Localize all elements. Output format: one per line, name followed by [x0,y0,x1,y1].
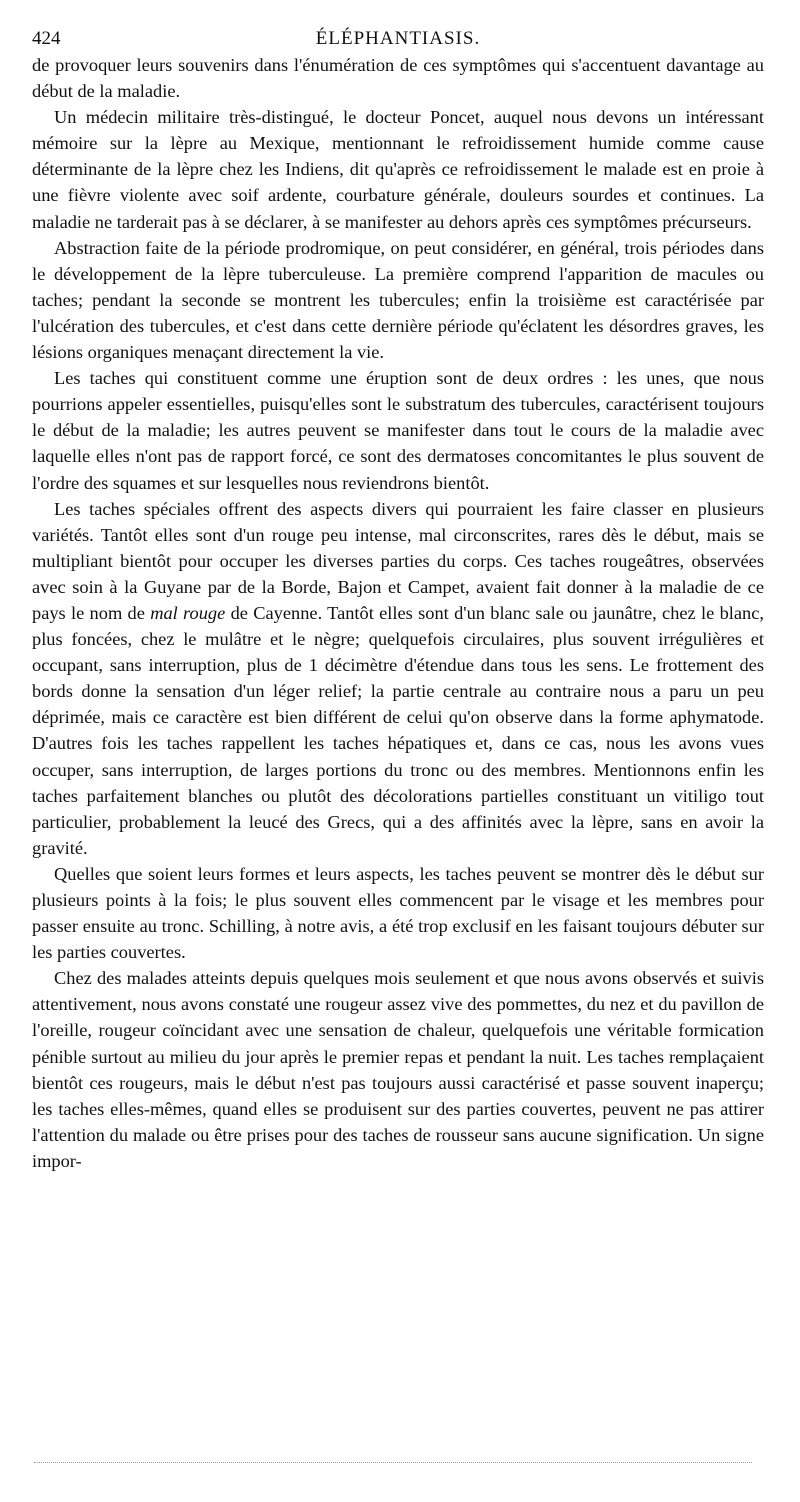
paragraph-forms-aspects: Quelles que soient leurs formes et leurs aspects, les taches peuvent se montrer dès le début sur plusieurs points à la fois; le plus souvent elles commencent par le visage et les membres pour passer ensuite au tronc. Schilling, à notre avis, a été trop exclusif en les faisant toujours débuter sur les parties couvertes. [32,863,764,963]
bottom-dotted-rule [34,1462,752,1463]
running-header [32,26,764,52]
paragraph-text-after-italic: de Cayenne. Tantôt elles sont d'un blanc sale ou jaunâtre, chez le blanc, plus foncées, chez le mulâtre et le nègre; quelquefois circulaires, plus souvent irrégulières et occupant, sans interruption, plus de 1 décimètre d'étendue dans tous les sens. Le frottement des bords donne la sensation d'un léger relief; la partie centrale au contraire nous a paru un peu déprimée, mais ce caractère est bien différent de celui qu'on observe dans la forme aphymatode. D'autres fois les taches rappellent les taches hépatiques et, dans ce cas, nous les avons vues occuper, sans interruption, de larges portions du tronc ou des membres. Mentionnons enfin les taches parfaitement blanches ou plutôt des décolorations partielles constituant un vitiligo tout particulier, probablement la leucé des Grecs, qui a des affinités avec la lèpre, sans en avoir la gravité. [32,602,764,858]
running-title: ÉLÉPHANTIASIS. [315,28,481,49]
page-number: 424 [32,28,61,49]
paragraph-special-spots [32,496,764,861]
paragraph-two-orders: Les taches qui constituent comme une éruption sont de deux ordres : les unes, que nous pourrions appeler essentielles, puisqu'elles sont le substratum des tubercules, caractérisent toujours le début de la maladie; les autres peuvent se manifester dans tout le cours de la maladie avec laquelle elles n'ont pas de rapport forcé, ce sont des dermatoses concomitantes le plus souvent de l'ordre des squames et sur lesquelles nous reviendrons bientôt. [32,368,764,493]
body-text [32,52,764,1174]
paragraph-poncet: Un médecin militaire très-distingué, le docteur Poncet, auquel nous devons un intéressant mémoire sur la lèpre au Mexique, mentionnant le refroidissement humide comme cause déterminante de la lèpre chez les Indiens, dit qu'après ce refroidissement le malade est en proie à une fièvre violente avec soif ardente, courbature générale, douleurs sourdes et continues. La maladie ne tarderait pas à se déclarer, à se manifester au dehors après ces symptômes précurseurs. [32,107,764,232]
paragraph-text-before-italic: Les taches spéciales offrent des aspects divers qui pourraient les faire classer en plusieurs variétés. Tantôt elles sont d'un rouge peu intense, mal circonscrites, rares dès le début, mais se multipliant bientôt pour occuper les diverses parties du corps. Ces taches rougeâtres, observées avec soin à la Guyane par de la Borde, Bajon et Campet, avaient fait donner à la maladie de ce pays le nom de [32,498,764,623]
paragraph-observations: Chez des malades atteints depuis quelques mois seulement et que nous avons observés et suivis attentivement, nous avons constaté une rougeur assez vive des pommettes, du nez et du pavillon de l'oreille, rougeur coïncidant avec une sensation de chaleur, quelquefois une véritable formication pénible surtout au milieu du jour après le premier repas et pendant la nuit. Les taches remplaçaient bientôt ces rougeurs, mais le début n'est pas toujours aussi caractérisé et passe souvent inaperçu; les taches elles-mêmes, quand elles se produisent sur des parties couvertes, peuvent ne pas attirer l'attention du malade ou être prises pour des taches de rousseur sans aucune signification. Un signe impor- [32,968,764,1171]
paragraph-continued: de provoquer leurs souvenirs dans l'énumération de ces symptômes qui s'accentuent davantage au début de la maladie. [32,55,764,102]
paragraph-three-periods: Abstraction faite de la période prodromique, on peut considérer, en général, trois périodes dans le développement de la lèpre tuberculeuse. La première comprend l'apparition de macules ou taches; pendant la seconde se montrent les tubercules; enfin la troisième est caractérisée par l'ulcération des tubercules, et c'est dans cette dernière période qu'éclatent les désordres graves, les lésions organiques menaçant directement la vie. [32,237,764,363]
italic-term: mal rouge [150,602,226,623]
